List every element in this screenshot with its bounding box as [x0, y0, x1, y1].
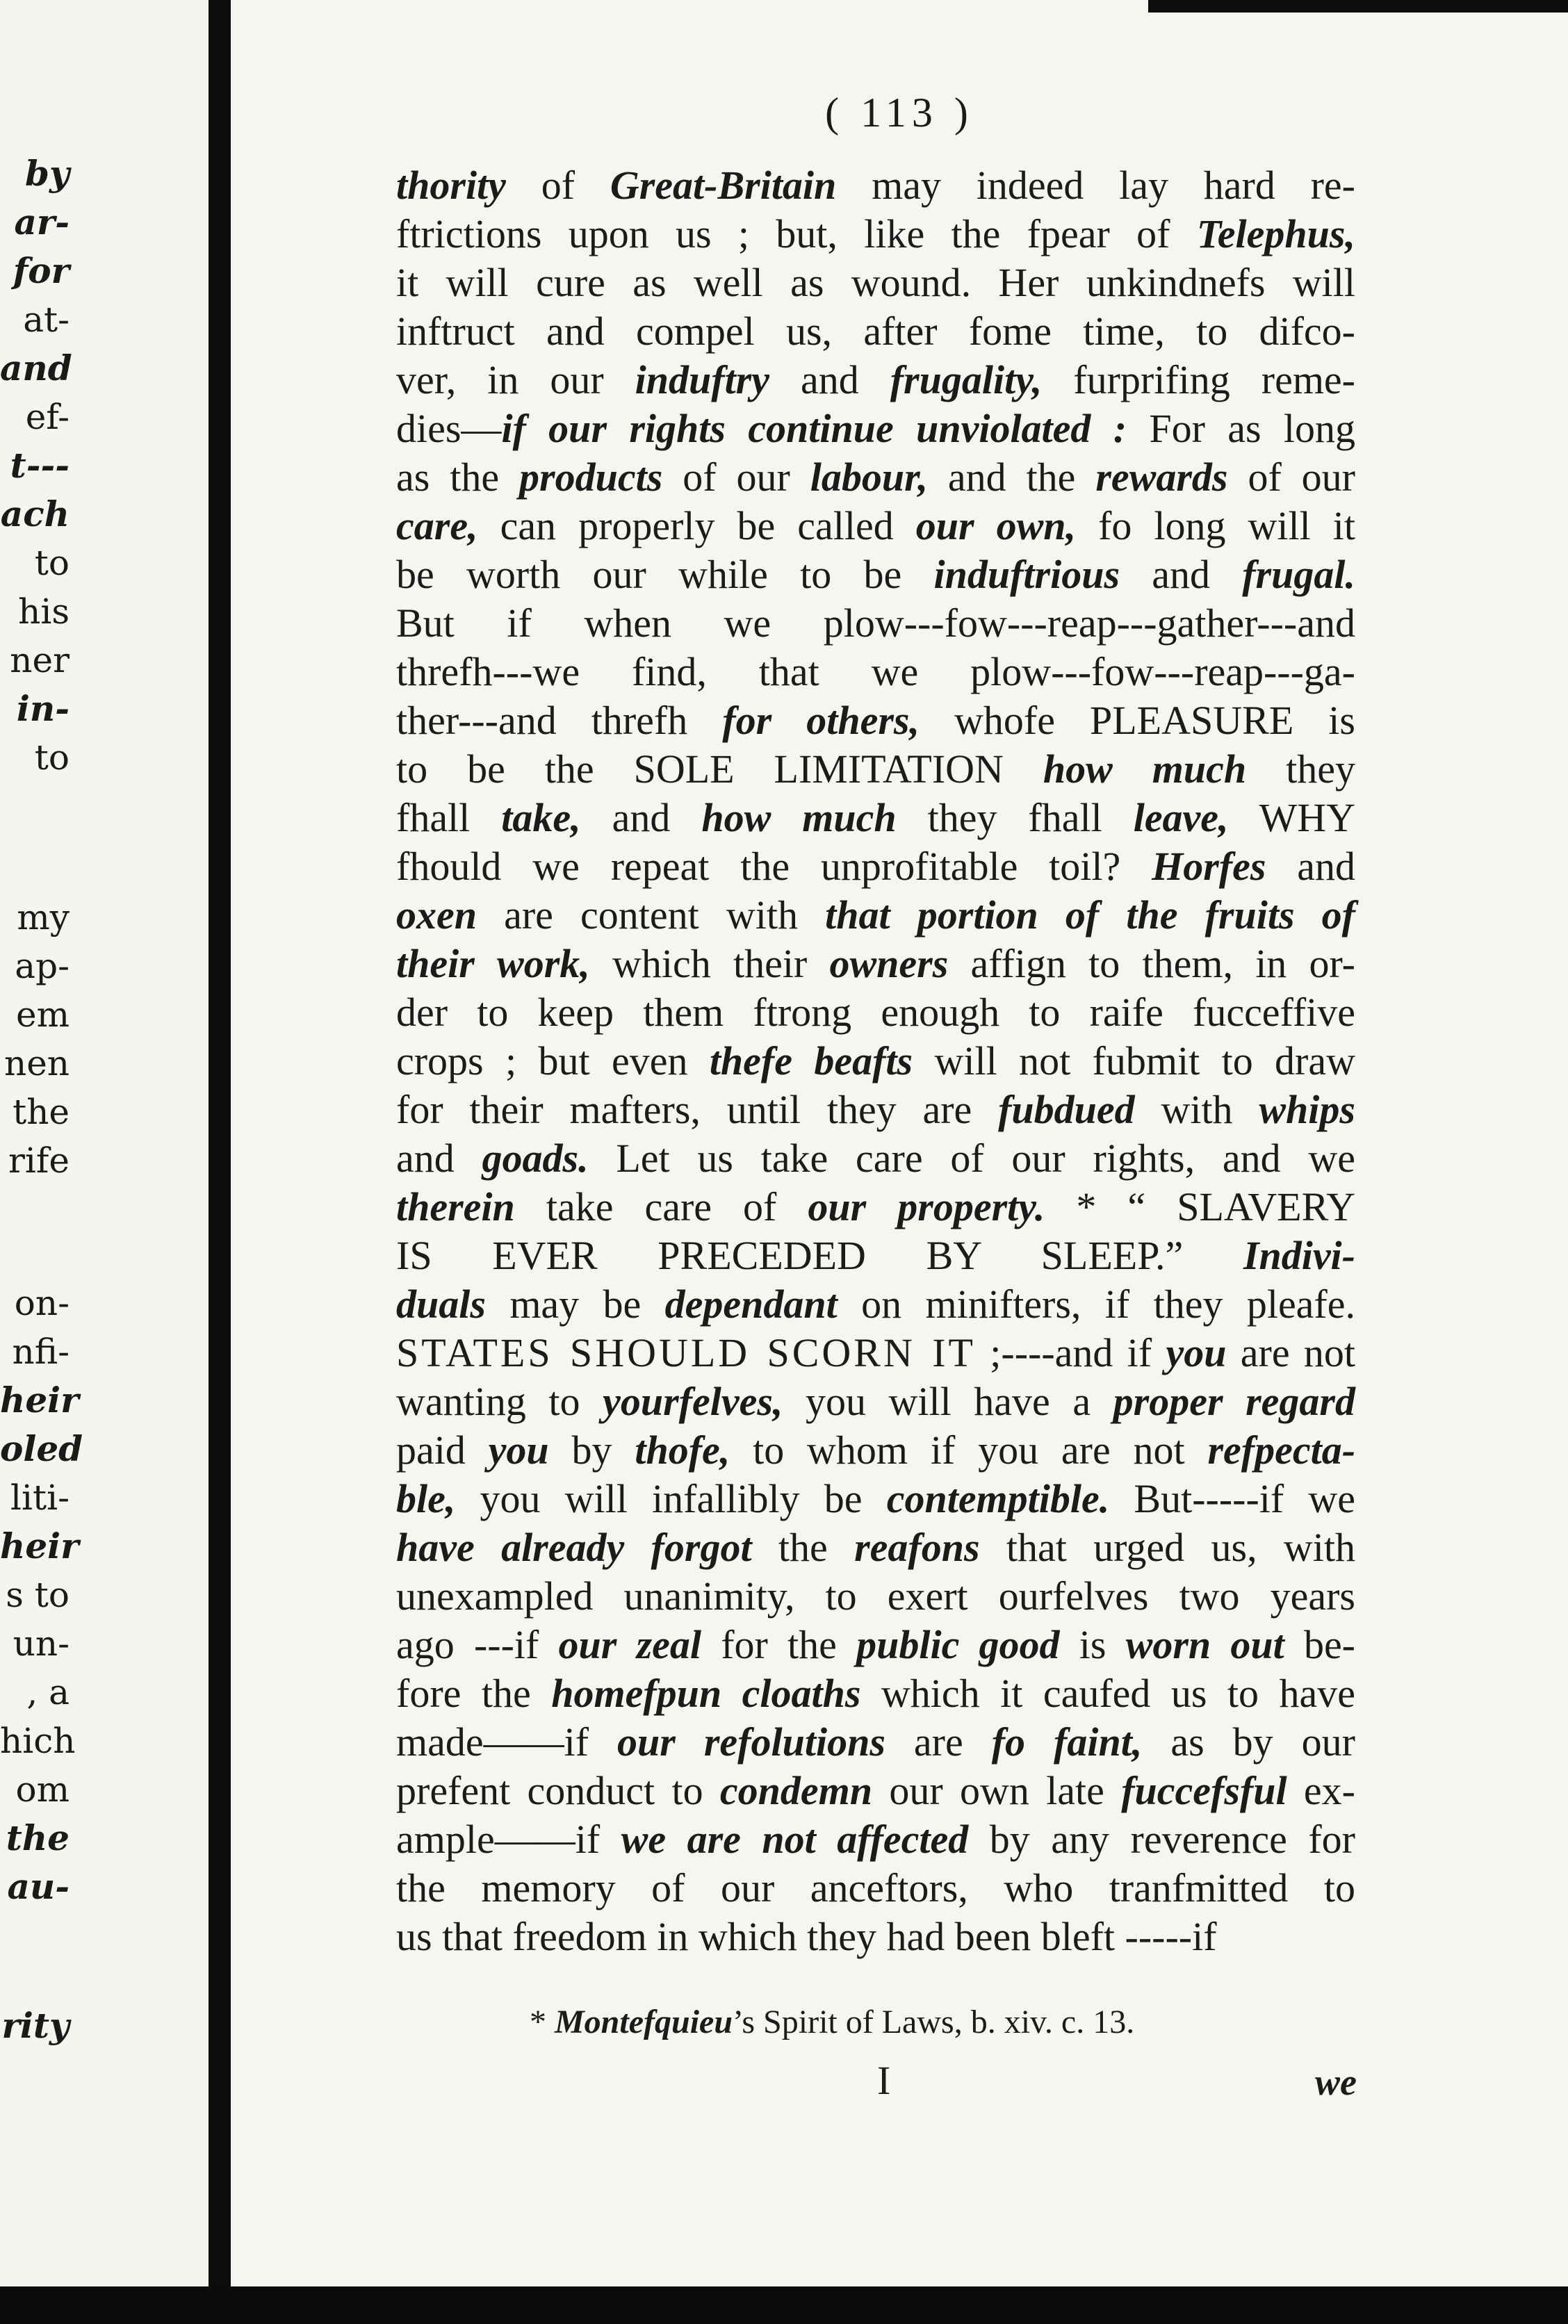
text-line — [396, 453, 1355, 502]
text-line — [396, 356, 1355, 404]
text-run: affign to them, in or- — [948, 941, 1355, 986]
italic-run: thority — [396, 163, 506, 208]
italic-run: if our rights continue unviolated : — [501, 406, 1127, 451]
text-run: of — [505, 163, 610, 208]
book-gutter — [209, 0, 231, 2324]
italic-run: Telephus, — [1196, 211, 1355, 256]
italic-run: our refolutions — [617, 1719, 885, 1765]
text-run: are not — [1226, 1330, 1356, 1375]
italic-run: rewards — [1095, 455, 1228, 500]
text-line — [396, 307, 1355, 356]
italic-run: worn out — [1125, 1622, 1284, 1667]
italic-run: induftry — [635, 357, 769, 402]
text-line — [396, 1718, 1355, 1767]
text-line — [396, 1329, 1355, 1377]
italic-run: we are not affected — [621, 1817, 969, 1862]
text-line — [396, 1815, 1355, 1864]
facing-page-word-fragment: on- — [14, 1283, 70, 1323]
text-line — [396, 1864, 1355, 1913]
text-line — [396, 1767, 1355, 1815]
italic-run: how much — [701, 795, 897, 840]
facing-page-word-fragment: rity — [1, 2005, 70, 2046]
italic-run: products — [519, 455, 663, 500]
text-line — [396, 259, 1355, 307]
text-line — [396, 891, 1355, 940]
italic-run: fubdued — [998, 1087, 1135, 1132]
text-line — [396, 502, 1355, 550]
italic-run: Horfes — [1152, 844, 1266, 889]
italic-run: condemn — [719, 1768, 873, 1813]
text-line — [396, 1426, 1355, 1475]
text-run: paid — [396, 1427, 489, 1473]
text-run: it will cure as well as wound. Her unkindnefs will — [396, 260, 1355, 305]
text-line — [396, 1572, 1355, 1621]
text-line — [396, 210, 1355, 259]
facing-page-word-fragment: , a — [26, 1672, 70, 1712]
facing-page-word-fragment: my — [17, 897, 70, 938]
text-run: which it caufed us to have — [860, 1671, 1356, 1716]
italic-run: fo faint, — [991, 1719, 1143, 1765]
text-line — [396, 648, 1355, 696]
text-run: and the — [927, 455, 1096, 500]
text-run: fore the — [396, 1671, 552, 1716]
text-run: STATES SHOULD SCORN IT — [396, 1330, 976, 1375]
text-run: as by our — [1142, 1719, 1355, 1765]
facing-page-word-fragment: ar- — [14, 202, 70, 243]
facing-page-word-fragment: rife — [8, 1140, 70, 1181]
text-run: that urged us, with — [979, 1525, 1356, 1570]
text-run: you will infallibly be — [455, 1476, 887, 1521]
text-run: which their — [589, 941, 830, 986]
text-run: and — [1266, 844, 1355, 889]
text-run: can properly be called — [477, 503, 916, 548]
text-run: may be — [485, 1282, 665, 1327]
text-run: and — [769, 357, 890, 402]
text-run: whofe PLEASURE is — [919, 698, 1355, 743]
facing-page-word-fragment: in- — [16, 688, 70, 729]
text-run: take care of — [514, 1184, 808, 1229]
text-line — [396, 1913, 1355, 1961]
italic-run: you — [1166, 1330, 1227, 1375]
text-run: ample——if — [396, 1817, 621, 1862]
text-run: us that freedom in which they had been bleft -----if — [396, 1914, 1217, 1959]
text-run: But-----if we — [1109, 1476, 1355, 1521]
text-run: will not fubmit to draw — [913, 1038, 1356, 1083]
facing-page-word-fragment: ap- — [15, 946, 70, 986]
text-line — [396, 404, 1355, 453]
italic-run: contemptible. — [886, 1476, 1110, 1521]
italic-run: refpecta- — [1207, 1427, 1356, 1473]
catchword: we — [1315, 2061, 1357, 2103]
text-run: wanting to — [396, 1379, 603, 1424]
text-run: on minifters, if they pleafe. — [837, 1282, 1355, 1327]
text-run: and — [396, 1136, 482, 1181]
text-line — [396, 550, 1355, 599]
italic-run: owners — [829, 941, 949, 986]
text-run: may indeed lay hard re- — [836, 163, 1355, 208]
italic-run: leave, — [1133, 795, 1229, 840]
text-run: inftruct and compel us, after fome time, to difco- — [396, 309, 1355, 354]
italic-run: fuccefsful — [1121, 1768, 1287, 1813]
text-line — [396, 1183, 1355, 1231]
text-run: For as long — [1127, 406, 1355, 451]
text-run: prefent conduct to — [396, 1768, 720, 1813]
facing-page-word-fragment: t--- — [10, 445, 70, 486]
text-run: ver, in our — [396, 357, 635, 402]
italic-run: yourfelves, — [603, 1379, 783, 1424]
italic-run: that portion of the fruits of — [825, 892, 1355, 938]
text-run: you will have a — [783, 1379, 1113, 1424]
page-edge-shadow — [1148, 0, 1568, 13]
footnote-marker: * — [530, 2004, 555, 2040]
text-run: and — [1120, 552, 1243, 597]
text-run: * “ SLAVERY — [1045, 1184, 1355, 1229]
text-run: furprifing reme- — [1042, 357, 1355, 402]
facing-page-word-fragment: s to — [6, 1575, 70, 1615]
text-run: WHY — [1228, 795, 1355, 840]
facing-page-fragment — [0, 0, 209, 2286]
text-run: unexampled unanimity, to exert ourfelves two years — [396, 1573, 1355, 1619]
text-line — [396, 599, 1355, 648]
facing-page-word-fragment: heir — [0, 1380, 79, 1421]
text-run: and — [580, 795, 702, 840]
text-line — [396, 1086, 1355, 1134]
page-number: ( 113 ) — [825, 90, 974, 136]
text-run: crops ; but even — [396, 1038, 710, 1083]
text-run: as the — [396, 455, 520, 500]
text-run: IS EVER PRECEDED BY SLEEP.” — [396, 1233, 1243, 1278]
text-run: are content with — [477, 892, 826, 938]
text-run: they — [1246, 746, 1355, 792]
italic-run: their work, — [396, 941, 590, 986]
footnote-author: Montefquieu — [555, 2004, 733, 2040]
facing-page-word-fragment: at- — [23, 300, 70, 340]
text-run: by — [548, 1427, 635, 1473]
text-run: ex- — [1287, 1768, 1355, 1813]
italic-run: have already forgot — [396, 1525, 752, 1570]
text-run: dies— — [396, 406, 502, 451]
facing-page-word-fragment: nen — [4, 1043, 70, 1083]
italic-run: whips — [1259, 1087, 1355, 1132]
text-run: be worth our while to be — [396, 552, 934, 597]
text-line — [396, 1134, 1355, 1183]
facing-page-word-fragment: om — [15, 1769, 70, 1810]
text-run: is — [1059, 1622, 1126, 1667]
text-run: made——if — [396, 1719, 618, 1765]
italic-run: you — [488, 1427, 549, 1473]
facing-page-word-fragment: by — [24, 153, 70, 194]
text-line — [396, 1037, 1355, 1086]
text-run: they fhall — [896, 795, 1134, 840]
facing-page-word-fragment: ner — [10, 640, 70, 680]
facing-page-word-fragment: to — [34, 737, 70, 778]
text-run: ther---and threfh — [396, 698, 723, 743]
italic-run: oxen — [396, 892, 477, 938]
italic-run: ble, — [396, 1476, 456, 1521]
text-run: ago ---if — [396, 1622, 559, 1667]
facing-page-word-fragment: ach — [0, 493, 70, 534]
text-run: ;----and if — [975, 1330, 1166, 1375]
text-run: to be the SOLE LIMITATION — [396, 746, 1043, 792]
text-run: by any reverence for — [968, 1817, 1355, 1862]
footnote — [530, 2002, 1503, 2043]
italic-run: dependant — [664, 1282, 838, 1327]
text-run: are — [885, 1719, 992, 1765]
text-run: for the — [701, 1622, 857, 1667]
signature-mark: I — [877, 2058, 891, 2103]
text-line — [396, 696, 1355, 745]
italic-run: therein — [396, 1184, 515, 1229]
text-line — [396, 988, 1355, 1037]
facing-page-word-fragment: hich — [0, 1721, 76, 1761]
text-line — [396, 745, 1355, 794]
text-run: der to keep them ftrong enough to raife fucceffive — [396, 990, 1355, 1035]
text-line — [396, 794, 1355, 842]
facing-page-word-fragment: for — [13, 250, 70, 291]
text-line — [396, 1231, 1355, 1280]
facing-page-word-fragment: heir — [0, 1525, 79, 1566]
italic-run: our property. — [808, 1184, 1045, 1229]
facing-page-word-fragment: un- — [13, 1623, 70, 1664]
text-run: to whom if you are not — [730, 1427, 1208, 1473]
text-line — [396, 1475, 1355, 1523]
text-line — [396, 1523, 1355, 1572]
text-line — [396, 1669, 1355, 1718]
text-run: fo long will it — [1076, 503, 1355, 548]
text-run: the — [751, 1525, 855, 1570]
text-line — [396, 1621, 1355, 1669]
facing-page-word-fragment: nfi- — [12, 1332, 70, 1372]
italic-run: goads. — [482, 1136, 589, 1181]
italic-run: proper regard — [1113, 1379, 1355, 1424]
italic-run: take, — [501, 795, 581, 840]
facing-page-word-fragment: au- — [7, 1866, 70, 1907]
text-run: fhall — [396, 795, 502, 840]
italic-run: thefe beafts — [709, 1038, 913, 1083]
italic-run: reafons — [854, 1525, 980, 1570]
italic-run: induftrious — [933, 552, 1120, 597]
text-run: of our — [662, 455, 810, 500]
text-run: threfh---we find, that we plow---fow---reap---ga- — [396, 649, 1355, 694]
text-run: Let us take care of our rights, and we — [588, 1136, 1355, 1181]
text-run: with — [1134, 1087, 1259, 1132]
facing-page-word-fragment: and — [0, 347, 72, 388]
italic-run: thofe, — [635, 1427, 730, 1473]
text-run: our own late — [872, 1768, 1122, 1813]
italic-run: our own, — [915, 503, 1077, 548]
italic-run: for others, — [722, 698, 920, 743]
text-run: the memory of our anceftors, who tranfmitted to — [396, 1865, 1355, 1910]
facing-page-word-fragment: the — [13, 1092, 70, 1132]
italic-run: duals — [396, 1282, 486, 1327]
text-line — [396, 940, 1355, 988]
text-line — [396, 842, 1355, 891]
italic-run: frugality, — [890, 357, 1043, 402]
italic-run: our zeal — [558, 1622, 701, 1667]
text-run: be- — [1284, 1622, 1355, 1667]
italic-run: homefpun cloaths — [551, 1671, 861, 1716]
facing-page-word-fragment: the — [6, 1817, 70, 1858]
text-line — [396, 161, 1355, 210]
text-run: But if when we plow---fow---reap---gather---and — [396, 600, 1355, 646]
italic-run: frugal. — [1242, 552, 1355, 597]
facing-page-word-fragment: his — [18, 591, 70, 632]
facing-page-word-fragment: to — [34, 543, 70, 583]
text-run: fhould we repeat the unprofitable toil? — [396, 844, 1152, 889]
facing-page-word-fragment: em — [15, 995, 70, 1035]
footnote-citation: ’s Spirit of Laws, b. xiv. c. 13. — [733, 2004, 1135, 2040]
text-run: ftrictions upon us ; but, like the fpear of — [396, 211, 1197, 256]
italic-run: labour, — [810, 455, 928, 500]
text-run: for their mafters, until they are — [396, 1087, 999, 1132]
text-run: of our — [1227, 455, 1355, 500]
facing-page-word-fragment: ef- — [25, 397, 70, 437]
facing-page-word-fragment: oled — [0, 1428, 83, 1469]
text-line — [396, 1280, 1355, 1329]
text-line — [396, 1377, 1355, 1426]
italic-run: Great-Britain — [610, 163, 837, 208]
italic-run: public good — [856, 1622, 1060, 1667]
facing-page-word-fragment: liti- — [10, 1478, 70, 1518]
italic-run: how much — [1043, 746, 1247, 792]
scan-border — [0, 2286, 1568, 2324]
italic-run: Indivi- — [1243, 1233, 1355, 1278]
book-page — [231, 0, 1568, 2286]
italic-run: care, — [396, 503, 478, 548]
